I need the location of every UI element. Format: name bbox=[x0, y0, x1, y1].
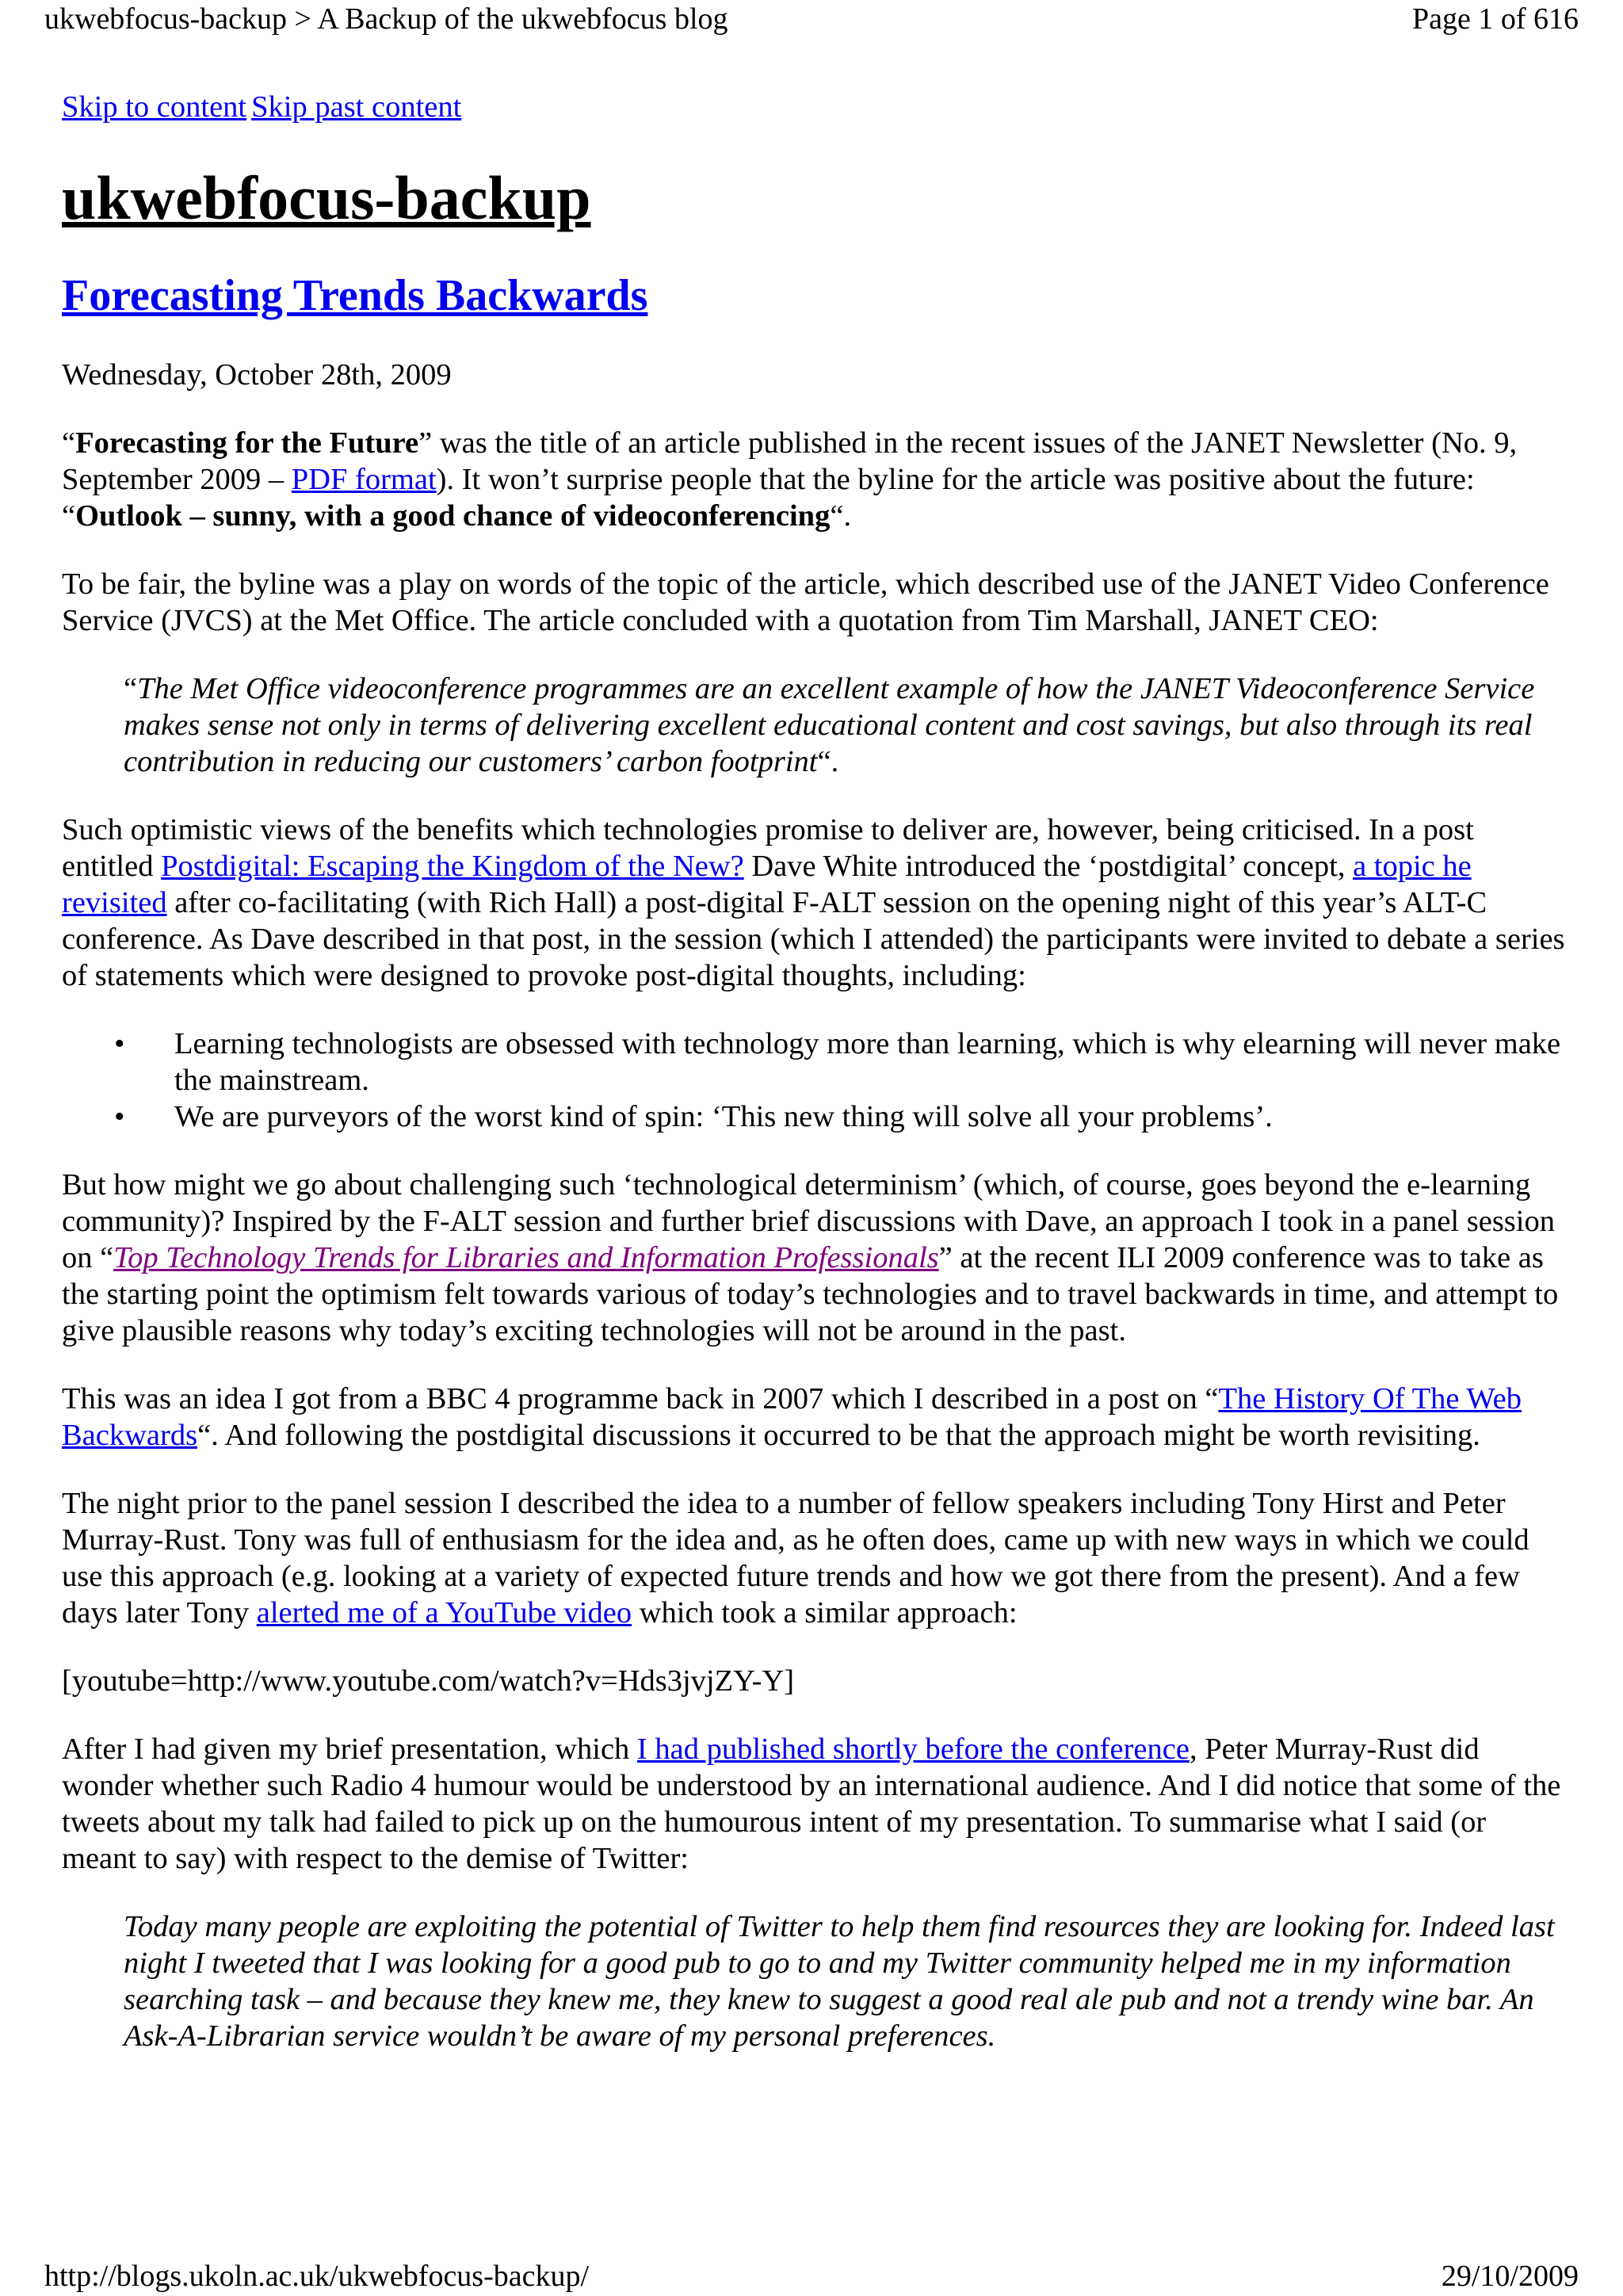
bold-text: Forecasting for the Future bbox=[75, 426, 419, 460]
youtube-video-link[interactable]: alerted me of a YouTube video bbox=[256, 1596, 632, 1629]
quote-mark: “. bbox=[817, 745, 839, 778]
paragraph-3 bbox=[62, 812, 1568, 994]
paragraph-5 bbox=[62, 1381, 1568, 1454]
skip-to-content-link[interactable]: Skip to content bbox=[62, 90, 247, 124]
print-header-title: ukwebfocus-backup > A Backup of the ukwebfocus blog bbox=[44, 2, 728, 36]
youtube-embed-code: [youtube=http://www.youtube.com/watch?v=Hds3jvjZY-Y] bbox=[62, 1664, 795, 1698]
paragraph-6 bbox=[62, 1485, 1568, 1631]
text: The night prior to the panel session I described the idea to a number of fellow speakers including Tony Hirst and Peter Murray-Rust. Tony was full of enthusiasm for the idea and, as he often does, came up with new ways in which we could use this approach (e.g. looking at a variety of expected future trends and how we got there from the present). And a few days later Tony bbox=[62, 1487, 1529, 1629]
quote-1 bbox=[124, 670, 1568, 780]
paragraph-4 bbox=[62, 1167, 1568, 1349]
footer-url: http://blogs.ukoln.ac.uk/ukwebfocus-backup/ bbox=[44, 2260, 590, 2293]
history-of-web-backwards-link[interactable]: The History Of The Web Backwards bbox=[62, 1382, 1522, 1452]
text: “. And following the postdigital discussions it occurred to be that the approach might be worth revisiting. bbox=[197, 1419, 1480, 1452]
bullet-icon: • bbox=[114, 1100, 125, 1133]
pdf-format-link[interactable]: PDF format bbox=[291, 463, 437, 496]
text: Dave White introduced the ‘postdigital’ concept, bbox=[743, 850, 1354, 883]
paragraph-1 bbox=[62, 425, 1568, 534]
page-number: Page 1 of 616 bbox=[1411, 2, 1579, 36]
bold-text: Outlook – sunny, with a good chance of videoconferencing bbox=[75, 499, 831, 533]
skip-past-content-link[interactable]: Skip past content bbox=[251, 90, 462, 124]
bullet-icon: • bbox=[114, 1027, 125, 1060]
text: which took a similar approach: bbox=[632, 1596, 1018, 1629]
text: , Peter Murray-Rust did wonder whether such Radio 4 humour would be understood by an international audience. And I did notice that some of the tweets about my talk had failed to pick up on the humourous intent of my presentation. To summarise what I said (or meant to say) with respect to the demise of Twitter: bbox=[62, 1733, 1561, 1875]
postdigital-link[interactable]: Postdigital: Escaping the Kingdom of the New? bbox=[161, 850, 744, 883]
text: ” at the recent ILI 2009 conference was to take as the starting point the optimism felt towards various of today’s technologies and to travel backwards in time, and attempt to give plausible reasons why today’s exciting technologies will not be around in the past. bbox=[62, 1241, 1559, 1347]
list-item-text: Learning technologists are obsessed with technology more than learning, which is why elearning will never make the mainstream. bbox=[174, 1027, 1561, 1097]
page-content bbox=[62, 89, 1568, 2054]
topic-revisited-link[interactable]: a topic he revisited bbox=[62, 850, 1472, 919]
skip-links bbox=[62, 89, 1568, 125]
post-title bbox=[62, 269, 1568, 322]
paragraph-2: To be fair, the byline was a play on words of the topic of the article, which described use of the JANET Video Conference Service (JVCS) at the Met Office. The article concluded with a quotation from Tim Marshall, JANET CEO: bbox=[62, 567, 1549, 637]
paragraph-7 bbox=[62, 1731, 1568, 1877]
text: after co-facilitating (with Rich Hall) a post-digital F-ALT session on the opening night of this year’s ALT-C conference. As Dave described in that post, in the session (which I attended) the participants were invited to debate a series of statements which were designed to provoke post-digital thoughts, including: bbox=[62, 886, 1565, 992]
post-date: Wednesday, October 28th, 2009 bbox=[62, 358, 452, 392]
text: “ bbox=[62, 426, 76, 460]
quote-mark: “ bbox=[124, 672, 138, 705]
published-presentation-link[interactable]: I had published shortly before the conference bbox=[636, 1733, 1190, 1766]
text: But how might we go about challenging such ‘technological determinism’ (which, of course, goes beyond the e-learning community)? Inspired by the F-ALT session and further brief discussions with Dave, an approach I took in a panel session on “ bbox=[62, 1168, 1555, 1274]
text: This was an idea I got from a BBC 4 programme back in 2007 which I described in a post on “ bbox=[62, 1382, 1219, 1415]
list-item bbox=[114, 1026, 1568, 1098]
print-header bbox=[0, 0, 1623, 41]
quote-text: The Met Office videoconference programmes are an excellent example of how the JANET Videoconference Service makes sense not only in terms of delivering excellent educational content and cost savings, but also through its real contribution in reducing our customers’ carbon footprint bbox=[124, 672, 1535, 778]
list-item bbox=[114, 1098, 1568, 1135]
text: After I had given my brief presentation, which bbox=[62, 1733, 637, 1766]
list-item-text: We are purveyors of the worst kind of spin: ‘This new thing will solve all your problems’. bbox=[174, 1100, 1273, 1133]
text: “. bbox=[830, 499, 852, 533]
top-technology-trends-link[interactable]: Top Technology Trends for Libraries and Information Professionals bbox=[113, 1241, 939, 1274]
text: Such optimistic views of the benefits which technologies promise to deliver are, however, being criticised. In a post entitled bbox=[62, 813, 1474, 883]
footer-date: 29/10/2009 bbox=[1441, 2260, 1579, 2293]
post-title-link[interactable]: Forecasting Trends Backwards bbox=[62, 271, 648, 320]
quote-2: Today many people are exploiting the potential of Twitter to help them find resources they are looking for. Indeed last night I tweeted that I was looking for a good pub to go to and my Twitter community helped me in my information searching task – and because they knew me, they knew to suggest a good real ale pub and not a trendy wine bar. An Ask-A-Librarian service wouldn’t be aware of my personal preferences. bbox=[124, 1910, 1555, 2053]
text: ” was the title of an article published in the recent issues of the JANET Newsletter (No. 9, September 2009 – bbox=[62, 426, 1518, 496]
text: ). It won’t surprise people that the byline for the article was positive about the future: “ bbox=[62, 463, 1475, 533]
statement-list bbox=[62, 1026, 1568, 1135]
site-title: ukwebfocus-backup bbox=[62, 163, 591, 232]
print-footer bbox=[0, 2257, 1623, 2296]
